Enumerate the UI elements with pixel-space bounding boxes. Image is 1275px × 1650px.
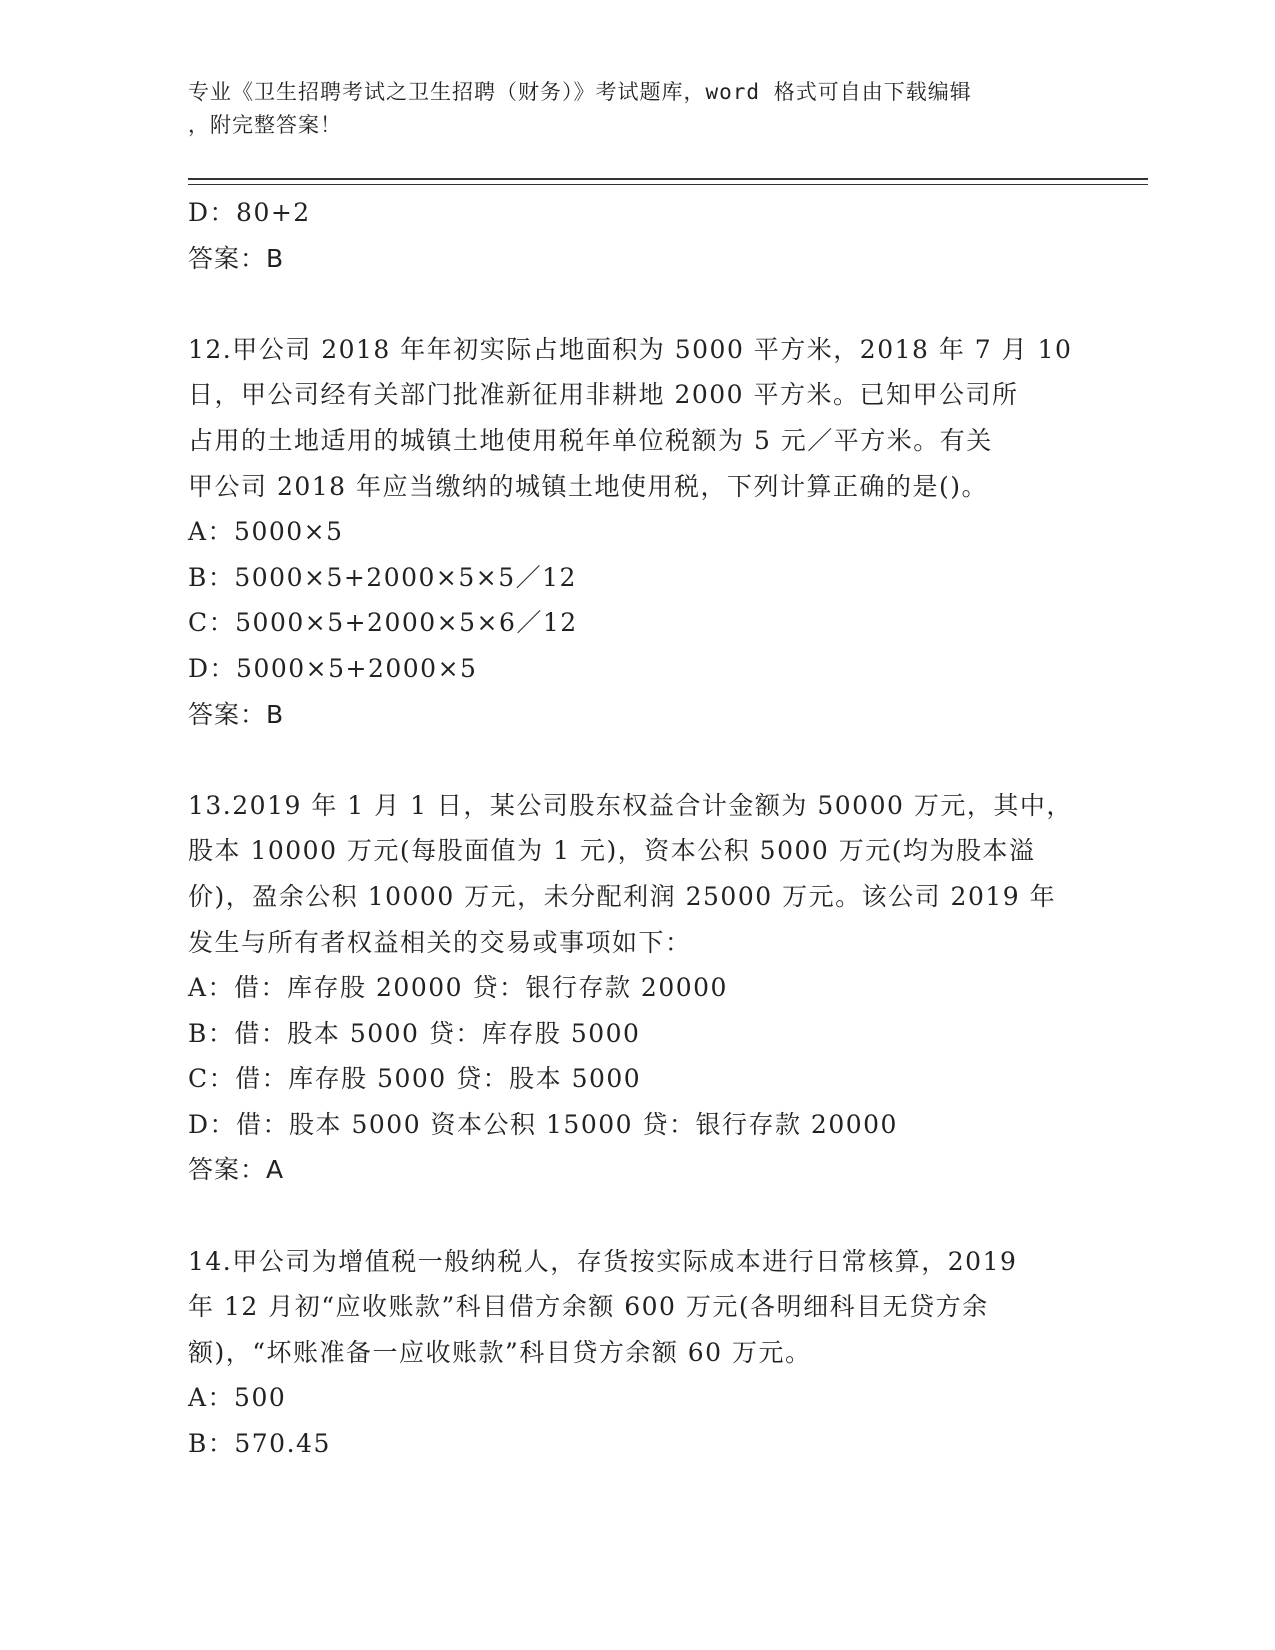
question-12 xyxy=(188,327,1088,737)
spacer xyxy=(188,737,1088,783)
question-stem-line: 年 12 月初“应收账款”科目借方余额 600 万元(各明细科目无贷方余 xyxy=(188,1292,989,1322)
option-d: D：5000×5+2000×5 xyxy=(188,653,478,683)
question-stem-line: 甲公司 2018 年应当缴纳的城镇土地使用税，下列计算正确的是()。 xyxy=(188,471,989,501)
option-b: B：5000×5+2000×5×5／12 xyxy=(188,562,577,592)
question-stem-line: 发生与所有者权益相关的交易或事项如下： xyxy=(188,927,692,957)
option-d: D：借：股本 5000 资本公积 15000 贷：银行存款 20000 xyxy=(188,1109,898,1139)
option-c: C：借：库存股 5000 贷：股本 5000 xyxy=(188,1064,642,1094)
question-stem-line: 12.甲公司 2018 年年初实际占地面积为 5000 平方米，2018 年 7 月 10 xyxy=(188,334,1073,364)
option-d: D：80+2 xyxy=(188,198,311,227)
spacer xyxy=(188,281,1088,327)
header-divider-thick xyxy=(188,178,1148,180)
document-header xyxy=(188,76,1088,142)
question-14 xyxy=(188,1239,1088,1467)
option-a: A：5000×5 xyxy=(188,517,344,547)
spacer xyxy=(188,1193,1088,1239)
question-stem-line: 日，甲公司经有关部门批准新征用非耕地 2000 平方米。已知甲公司所 xyxy=(188,380,1019,410)
question-stem-line: 额)，“坏账准备一应收账款”科目贷方余额 60 万元。 xyxy=(188,1337,812,1367)
option-a: A：500 xyxy=(188,1383,287,1413)
question-stem-line: 股本 10000 万元(每股面值为 1 元)，资本公积 5000 万元(均为股本溢 xyxy=(188,836,1036,866)
header-line-2: ，附完整答案！ xyxy=(188,113,342,137)
header-line-1: 专业《卫生招聘考试之卫生招聘（财务）》考试题库，word 格式可自由下载编辑 xyxy=(188,80,972,104)
document-body xyxy=(188,190,1088,1467)
option-c: C：5000×5+2000×5×6／12 xyxy=(188,608,578,638)
question-13 xyxy=(188,783,1088,1193)
answer-line: 答案：A xyxy=(188,1155,285,1185)
option-b: B：570.45 xyxy=(188,1429,331,1459)
option-b: B：借：股本 5000 贷：库存股 5000 xyxy=(188,1018,641,1048)
answer-line: 答案：B xyxy=(188,243,285,273)
previous-question-tail xyxy=(188,190,1088,281)
header-divider-thin xyxy=(188,184,1148,185)
option-a: A：借：库存股 20000 贷：银行存款 20000 xyxy=(188,973,728,1003)
question-stem-line: 14.甲公司为增值税一般纳税人，存货按实际成本进行日常核算，2019 xyxy=(188,1246,1018,1276)
question-stem-line: 占用的土地适用的城镇土地使用税年单位税额为 5 元／平方米。有关 xyxy=(188,425,993,455)
question-stem-line: 价)，盈余公积 10000 万元，未分配利润 25000 万元。该公司 2019 年 xyxy=(188,881,1057,911)
answer-line: 答案：B xyxy=(188,699,285,729)
question-stem-line: 13.2019 年 1 月 1 日，某公司股东权益合计金额为 50000 万元，其中， xyxy=(188,790,1073,820)
